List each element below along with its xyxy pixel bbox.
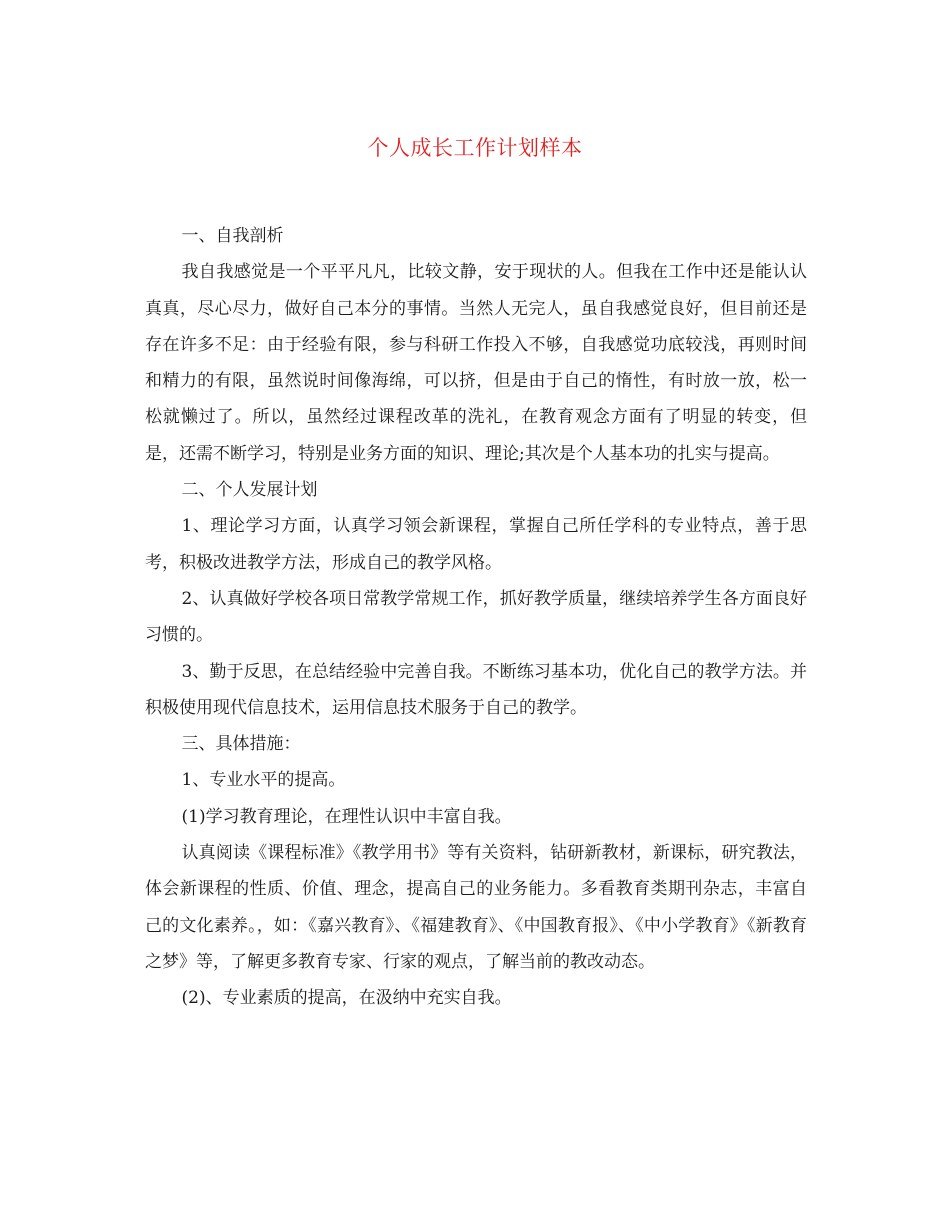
document-body — [145, 218, 807, 1017]
paragraph: 2、认真做好学校各项日常教学常规工作，抓好教学质量，继续培养学生各方面良好习惯的。 — [145, 588, 807, 646]
subheading: 1、专业水平的提高。 — [181, 770, 346, 791]
section-heading: 三、具体措施： — [181, 734, 301, 755]
subheading: (2)、专业素质的提高，在汲纳中充实自我。 — [181, 988, 512, 1009]
subheading: (1)学习教育理论，在理性认识中丰富自我。 — [181, 806, 512, 827]
paragraph: 我自我感觉是一个平平凡凡，比较文静，安于现状的人。但我在工作中还是能认认真真，尽心尽力，做好自己本分的事情。当然人无完人，虽自我感觉良好，但目前还是存在许多不足：由于经验有限，参与科研工作投入不够，自我感觉功底较浅，再则时间和精力的有限，虽然说时间像海绵，可以挤，但是由于自己的惰性，有时放一放，松一松就懒过了。所以，虽然经过课程改革的洗礼，在教育观念方面有了明显的转变，但是，还需不断学习，特别是业务方面的知识、理论;其次是个人基本功的扎实与提高。 — [145, 262, 807, 464]
section-heading: 一、自我剖析 — [181, 226, 284, 246]
paragraph: 3、勤于反思，在总结经验中完善自我。不断练习基本功，优化自己的教学方法。并积极使用现代信息技术，运用信息技术服务于自己的教学。 — [145, 661, 807, 718]
paragraph: 1、理论学习方面，认真学习领会新课程，掌握自己所任学科的专业特点，善于思考，积极改进教学方法，形成自己的教学风格。 — [145, 516, 807, 573]
document-title: 个人成长工作计划样本 — [367, 136, 583, 160]
section-heading: 二、个人发展计划 — [181, 480, 318, 501]
paragraph: 认真阅读《课程标准》《教学用书》等有关资料，钻研新教材，新课标，研究教法，体会新课程的性质、价值、理念，提高自己的业务能力。多看教育类期刊杂志，丰富自己的文化素养。，如：《嘉兴教育》、《福建教育》、《中国教育报》、《中小学教育》《新教育之梦》等，了解更多教育专家、行家的观点，了解当前的教改动态。 — [145, 843, 807, 972]
